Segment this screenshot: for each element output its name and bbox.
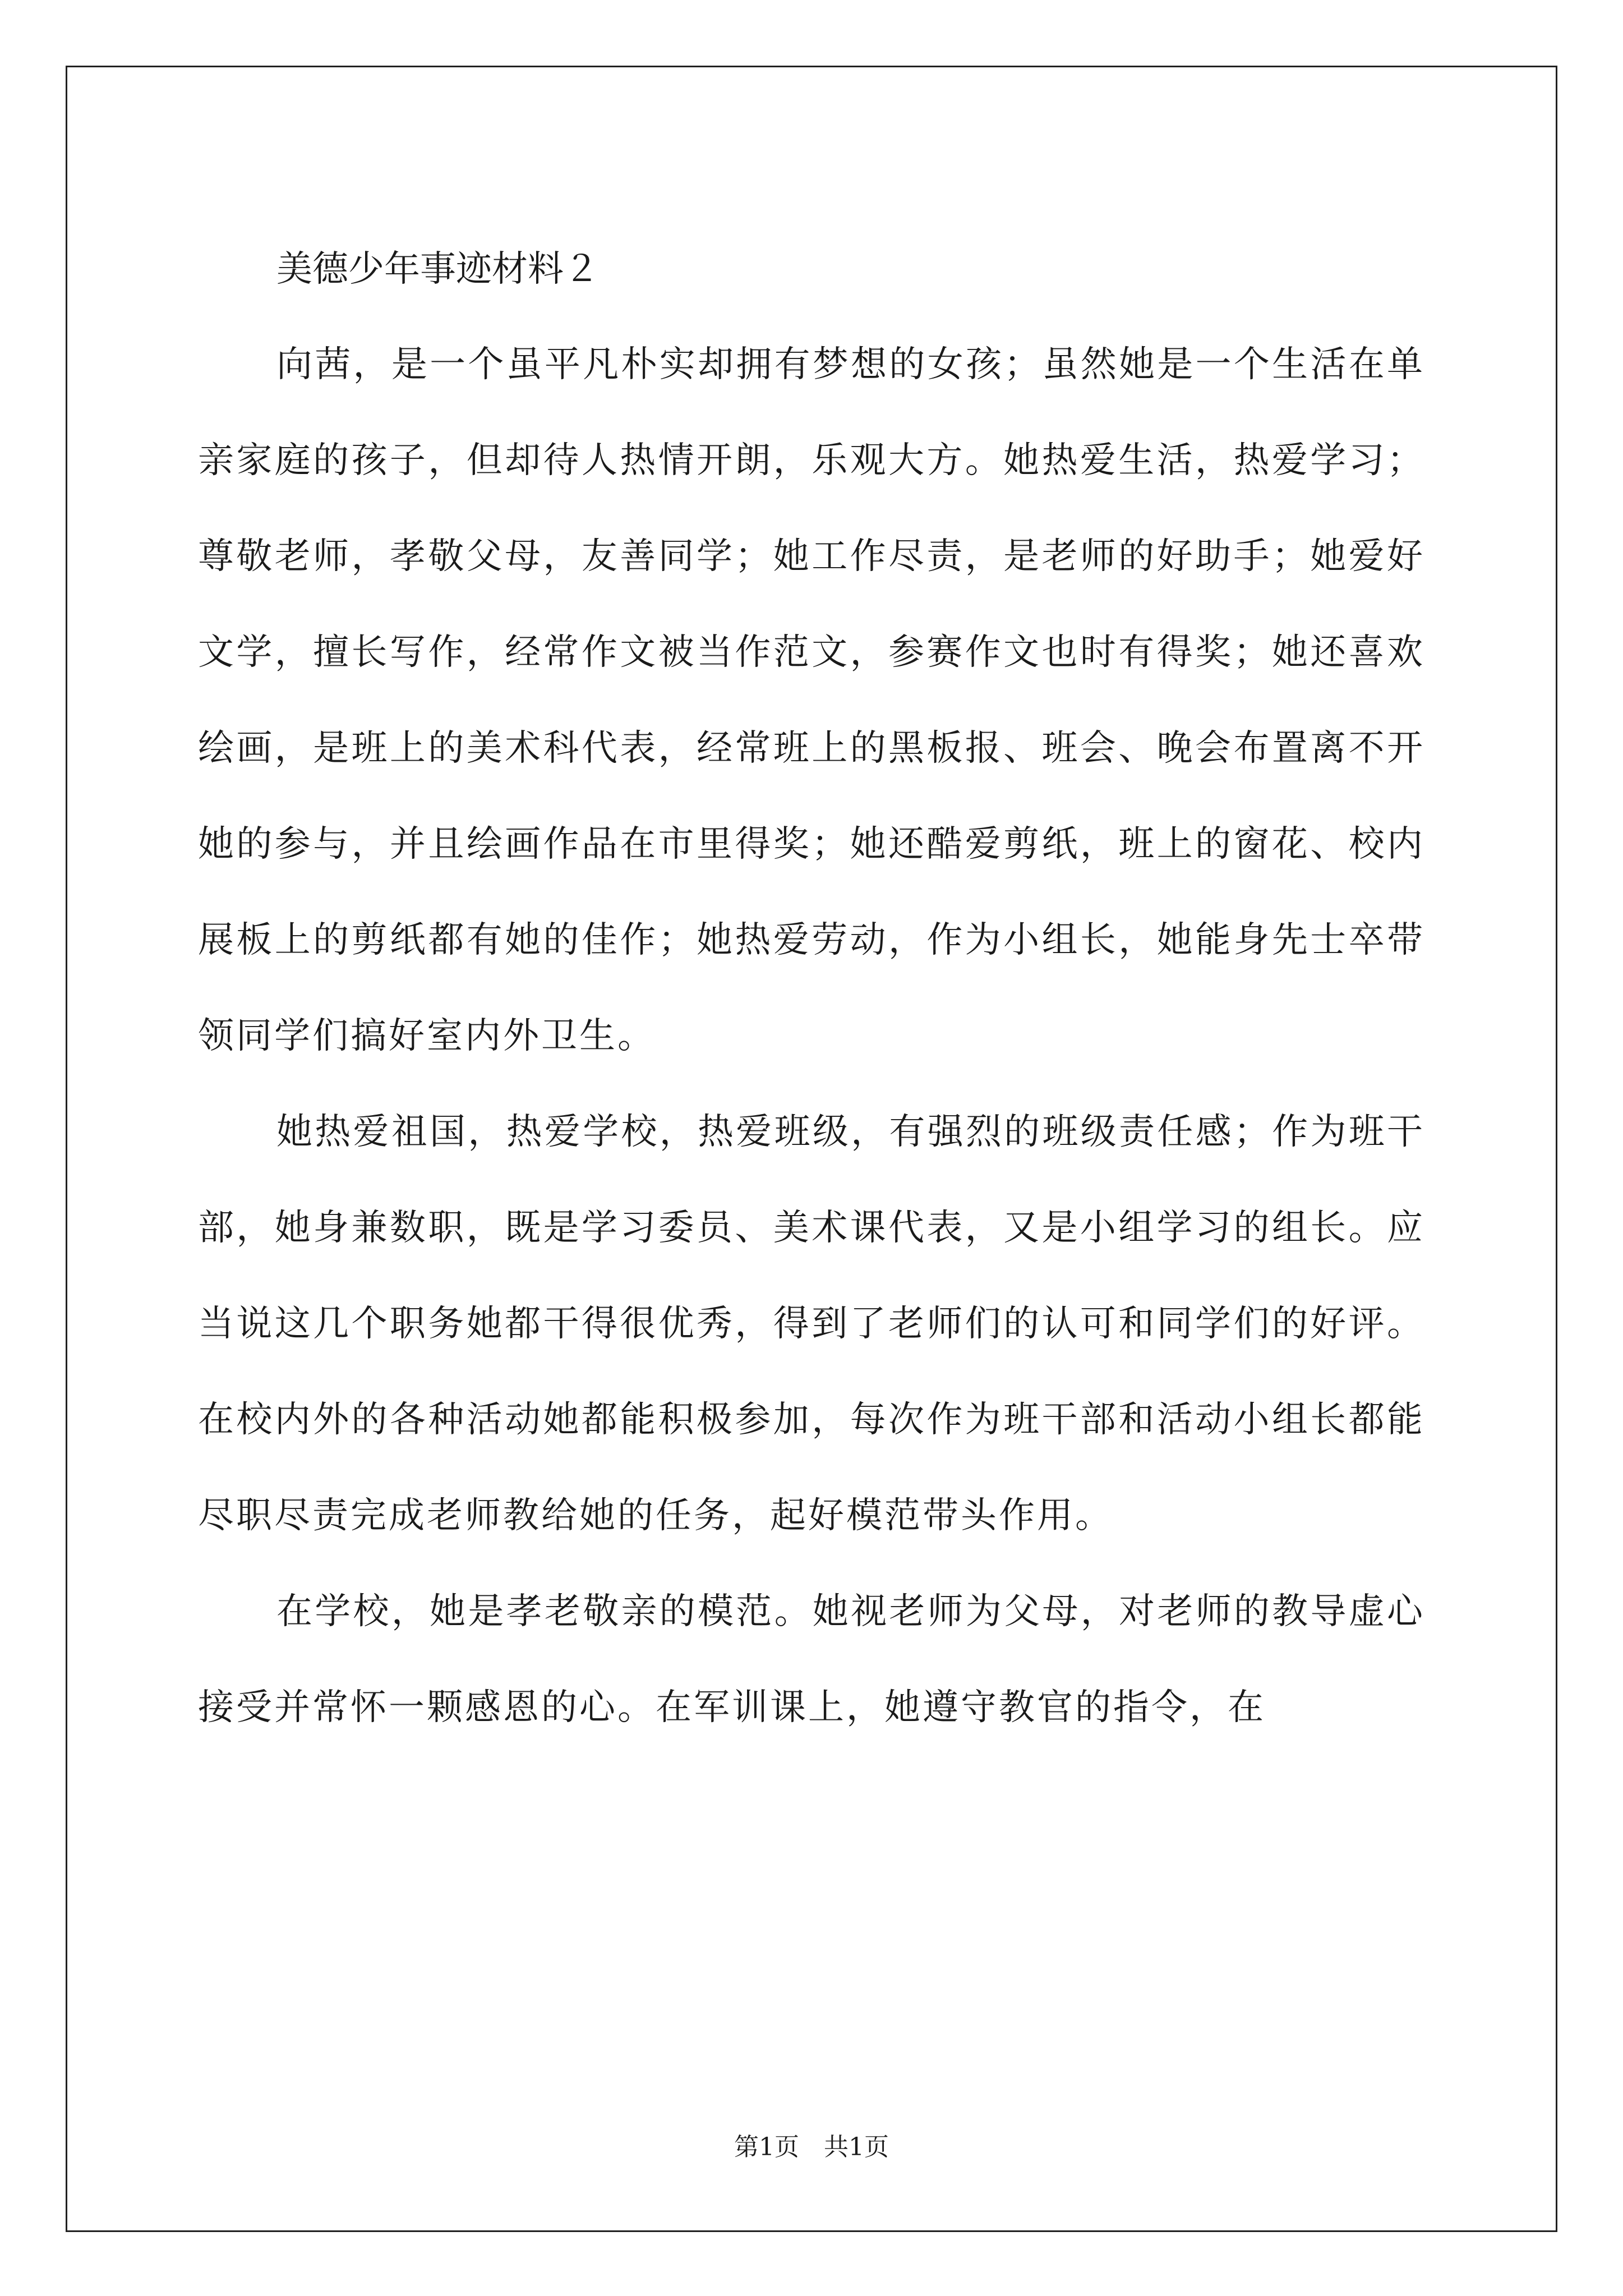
document-body: [198, 222, 1425, 1756]
paragraph-1: 向茜，是一个虽平凡朴实却拥有梦想的女孩；虽然她是一个生活在单亲家庭的孩子，但却待人热情开朗，乐观大方。她热爱生活，热爱学习；尊敬老师，孝敬父母，友善同学；她工作尽责，是老师的好助手；她爱好文学，擅长写作，经常作文被当作范文，参赛作文也时有得奖；她还喜欢绘画，是班上的美术科代表，经常班上的黑板报、班会、晚会布置离不开她的参与，并且绘画作品在市里得奖；她还酷爱剪纸，班上的窗花、校内展板上的剪纸都有她的佳作；她热爱劳动，作为小组长，她能身先士卒带领同学们搞好室内外卫生。: [198, 344, 1425, 1057]
paragraph-3: 在学校，她是孝老敬亲的模范。她视老师为父母，对老师的教导虚心接受并常怀一颗感恩的心。在军训课上，她遵守教官的指令，在: [198, 1591, 1425, 1728]
page-footer: 第1页 共1页: [734, 2133, 889, 2161]
paragraph-2: 她热爱祖国，热爱学校，热爱班级，有强烈的班级责任感；作为班干部，她身兼数职，既是学习委员、美术课代表，又是小组学习的组长。应当说这几个职务她都干得很优秀，得到了老师们的认可和同学们的好评。在校内外的各种活动她都能积极参加，每次作为班干部和活动小组长都能尽职尽责完成老师教给她的任务，起好模范带头作用。: [198, 1111, 1425, 1536]
document-title: 美德少年事迹材料２: [276, 249, 600, 290]
